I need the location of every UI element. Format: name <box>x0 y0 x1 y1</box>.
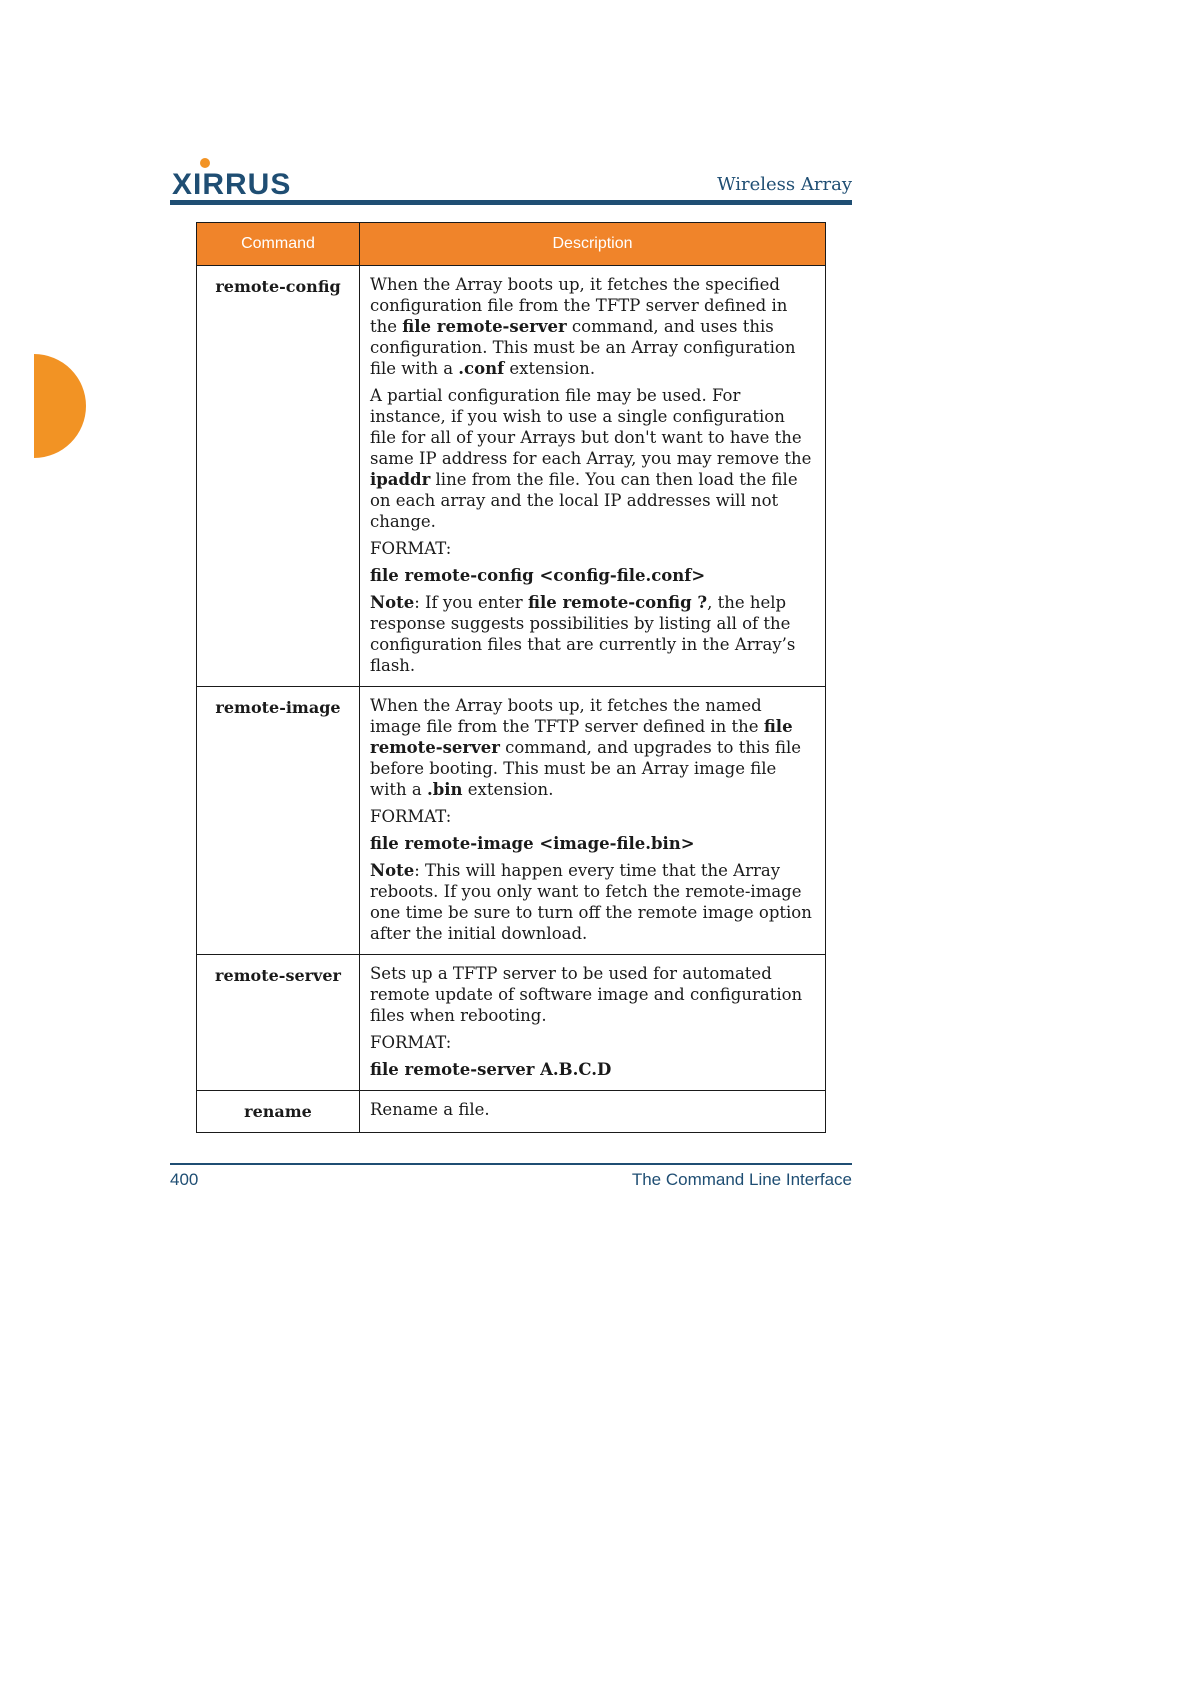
text-segment: : This will happen every time that the Array reboots. If you only want to fetch the remote-image one time be sure to turn off the remote image option after the initial download. <box>370 861 812 943</box>
header-title: Wireless Array <box>717 174 852 195</box>
bold-segment: file remote-config <config-file.conf> <box>370 566 706 585</box>
command-name: remote-image <box>197 687 360 955</box>
table-row <box>197 687 826 955</box>
bold-segment: file remote-server <box>402 317 567 336</box>
description-paragraph <box>370 963 815 1026</box>
xirrus-logo <box>172 156 312 200</box>
chapter-tab <box>34 354 86 458</box>
bold-segment: ipaddr <box>370 470 431 489</box>
description-paragraph <box>370 860 815 944</box>
command-name: remote-config <box>197 266 360 687</box>
page-number: 400 <box>170 1170 199 1189</box>
command-description <box>360 266 826 687</box>
description-paragraph <box>370 1099 815 1120</box>
text-segment: A partial configuration file may be used. For instance, if you wish to use a single configuration file for all of your Arrays but don't want to have the same IP address for each Array, you may remove the <box>370 386 812 468</box>
header-divider <box>170 200 852 205</box>
text-segment: FORMAT: <box>370 1033 452 1052</box>
bold-segment: file remote-server <box>370 717 793 757</box>
table-row <box>197 955 826 1091</box>
footer-divider <box>170 1163 852 1165</box>
command-name: rename <box>197 1091 360 1133</box>
bold-segment: .conf <box>458 359 505 378</box>
bold-segment: Note <box>370 861 415 880</box>
table-row <box>197 266 826 687</box>
bold-segment: file remote-config ? <box>527 593 708 612</box>
table-header-row <box>197 223 826 266</box>
text-segment: When the Array boots up, it fetches the named image file from the TFTP server defined in the <box>370 696 764 736</box>
text-segment: FORMAT: <box>370 807 452 826</box>
text-segment: : If you enter <box>414 593 528 612</box>
bold-segment: file remote-server A.B.C.D <box>370 1060 612 1079</box>
description-paragraph <box>370 565 815 586</box>
description-paragraph <box>370 385 815 532</box>
description-paragraph <box>370 806 815 827</box>
description-paragraph <box>370 695 815 800</box>
description-paragraph <box>370 1032 815 1053</box>
text-segment: Rename a file. <box>370 1100 490 1119</box>
column-header-description: Description <box>360 223 826 266</box>
text-segment: , the help response suggests possibilities by listing all of the configuration files that are currently in the Array’s flash. <box>370 593 796 675</box>
bold-segment: .bin <box>427 780 463 799</box>
command-description <box>360 1091 826 1133</box>
text-segment: extension. <box>504 359 596 378</box>
description-paragraph <box>370 274 815 379</box>
bold-segment: file remote-image <image-file.bin> <box>370 834 695 853</box>
text-segment: command, and upgrades to this file before booting. This must be an Array image file with a <box>370 738 802 799</box>
command-name: remote-server <box>197 955 360 1091</box>
command-description <box>360 687 826 955</box>
footer-title: The Command Line Interface <box>631 1170 852 1189</box>
description-paragraph <box>370 538 815 559</box>
description-paragraph <box>370 592 815 676</box>
command-description <box>360 955 826 1091</box>
text-segment: FORMAT: <box>370 539 452 558</box>
description-paragraph <box>370 1059 815 1080</box>
table-row <box>197 1091 826 1133</box>
text-segment: extension. <box>462 780 554 799</box>
svg-text:XIRRUS: XIRRUS <box>172 168 292 200</box>
text-segment: Sets up a TFTP server to be used for automated remote update of software image and configuration files when rebooting. <box>370 964 803 1025</box>
column-header-command: Command <box>197 223 360 266</box>
description-paragraph <box>370 833 815 854</box>
bold-segment: Note <box>370 593 415 612</box>
text-segment: When the Array boots up, it fetches the specified configuration file from the TFTP server defined in the <box>370 275 788 336</box>
text-segment: command, and uses this configuration. This must be an Array configuration file with a <box>370 317 796 378</box>
text-segment: line from the file. You can then load the file on each array and the local IP addresses will not change. <box>370 470 798 531</box>
command-table <box>196 222 826 1133</box>
